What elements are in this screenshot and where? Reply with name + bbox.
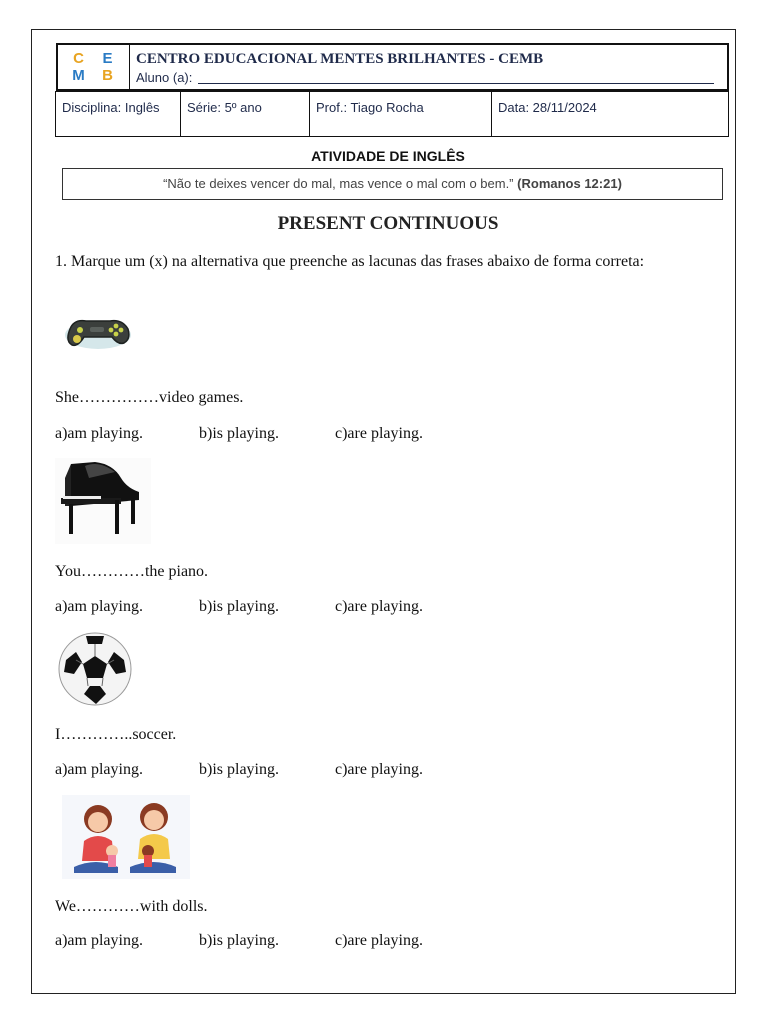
sentence-3: I…………..soccer. <box>55 726 177 743</box>
options-3 <box>55 761 423 779</box>
discipline: Disciplina: Inglês <box>56 92 181 136</box>
option-c[interactable]: c)are playing. <box>335 761 423 778</box>
logo-letter: C <box>73 50 84 67</box>
option-b[interactable]: b)is playing. <box>199 761 279 778</box>
option-a[interactable]: a)am playing. <box>55 932 143 949</box>
sentence-2: You…………the piano. <box>55 563 209 580</box>
sentence-4: We…………with dolls. <box>55 898 208 915</box>
verse-text: “Não te deixes vencer do mal, mas vence o mal com o bem.” <box>163 176 514 191</box>
option-a[interactable]: a)am playing. <box>55 598 143 615</box>
video-game-controller-icon <box>60 305 134 363</box>
grand-piano-icon <box>55 458 151 544</box>
activity-title: ATIVIDADE DE INGLÊS <box>311 148 465 164</box>
option-b[interactable]: b)is playing. <box>199 425 279 442</box>
school-header <box>56 43 729 91</box>
bible-verse <box>62 168 723 200</box>
logo-letter: B <box>102 67 113 84</box>
date: Data: 28/11/2024 <box>498 100 597 115</box>
student-name-field[interactable] <box>198 83 714 84</box>
option-b[interactable]: b)is playing. <box>199 598 279 615</box>
teacher: Prof.: Tiago Rocha <box>310 92 492 136</box>
option-c[interactable]: c)are playing. <box>335 932 423 949</box>
sentence-1: She……………video games. <box>55 389 244 406</box>
school-logo <box>58 45 130 89</box>
logo-letter: M <box>72 67 85 84</box>
question-instruction: 1. Marque um (x) na alternativa que preenche as lacunas das frases abaixo de forma correta: <box>55 253 645 270</box>
option-a[interactable]: a)am playing. <box>55 425 143 442</box>
option-b[interactable]: b)is playing. <box>199 932 279 949</box>
soccer-ball-icon <box>56 630 134 708</box>
girls-playing-with-dolls-icon <box>62 795 190 879</box>
options-1 <box>55 425 423 443</box>
logo-letter: E <box>102 50 113 67</box>
option-c[interactable]: c)are playing. <box>335 425 423 442</box>
options-2 <box>55 598 423 616</box>
section-title: PRESENT CONTINUOUS <box>277 213 499 234</box>
options-4 <box>55 932 423 950</box>
class-info-row <box>55 91 729 137</box>
option-a[interactable]: a)am playing. <box>55 761 143 778</box>
school-name: CENTRO EDUCACIONAL MENTES BRILHANTES - CEMB <box>136 51 544 67</box>
grade: Série: 5º ano <box>181 92 310 136</box>
verse-reference: (Romanos 12:21) <box>517 176 622 191</box>
option-c[interactable]: c)are playing. <box>335 598 423 615</box>
student-name-label: Aluno (a): <box>136 70 193 85</box>
